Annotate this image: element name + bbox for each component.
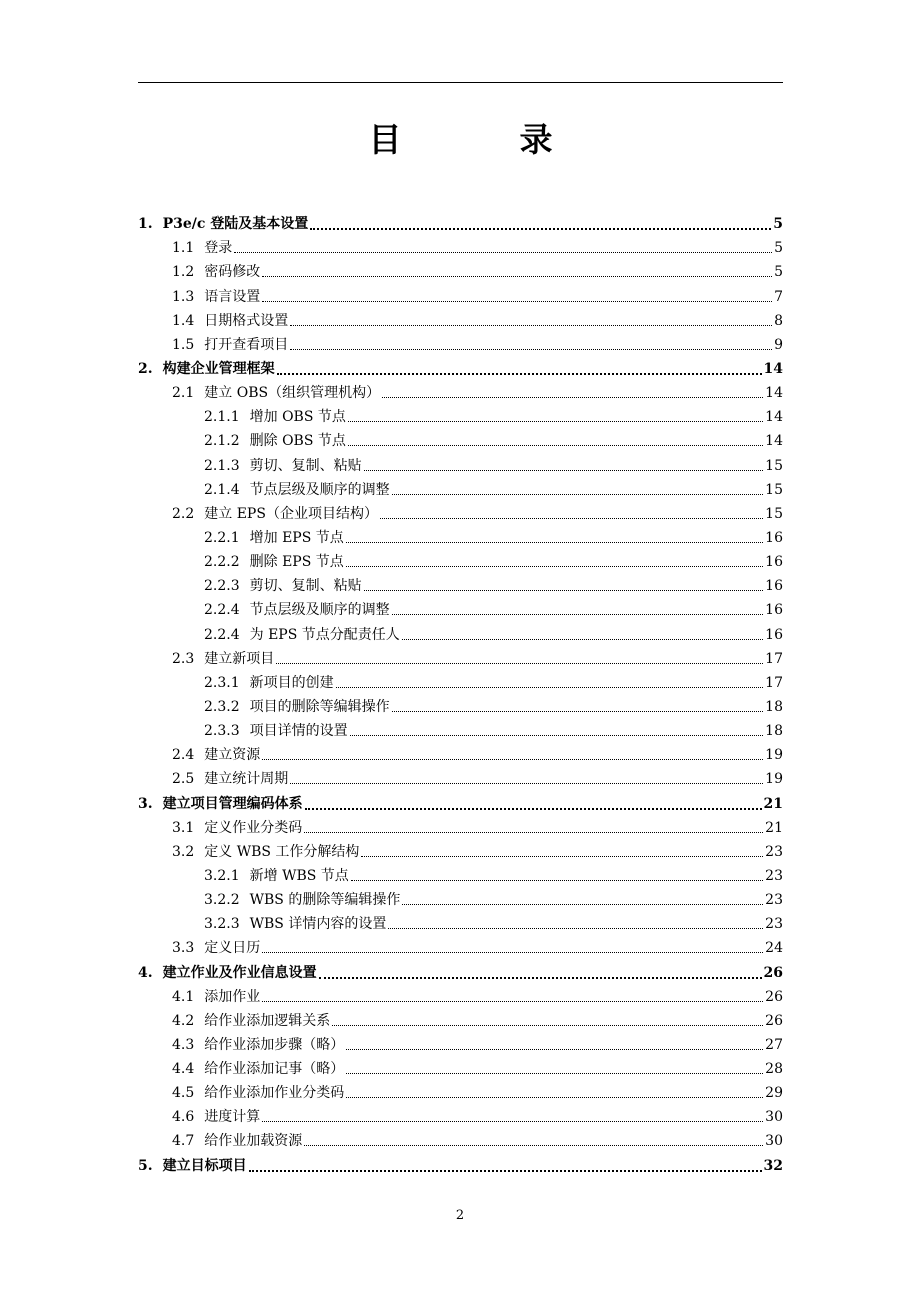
- toc-dot-leader: [290, 783, 763, 784]
- toc-dot-leader: [380, 518, 763, 519]
- toc-dot-leader: [346, 1097, 763, 1098]
- toc-entry-number: 2.2.4: [204, 602, 240, 619]
- toc-dot-leader: [305, 808, 762, 810]
- toc-entry-title: 项目的删除等编辑操作: [249, 698, 390, 715]
- toc-entry-title: 新增 WBS 节点: [249, 867, 349, 884]
- toc-entry[interactable]: [138, 1006, 783, 1030]
- header-rule: [138, 82, 783, 83]
- toc-entry-number: 3.: [138, 795, 153, 812]
- toc-dot-leader: [290, 325, 772, 326]
- page-number: 2: [455, 1208, 465, 1223]
- toc-dot-leader: [262, 276, 772, 277]
- toc-entry-page: 5: [774, 240, 783, 257]
- toc-entry-title: 建立作业及作业信息设置: [162, 964, 317, 981]
- toc-entry-page: 16: [765, 529, 783, 546]
- toc-entry-number: 4.7: [172, 1133, 195, 1150]
- toc-entry-title: 给作业添加步骤（略）: [204, 1036, 345, 1053]
- toc-dot-leader: [277, 373, 762, 375]
- toc-entry-page: 17: [765, 674, 783, 691]
- toc-entry[interactable]: [138, 1078, 783, 1102]
- toc-entry-page: 15: [765, 505, 783, 522]
- toc-entry-page: 16: [765, 554, 783, 571]
- toc-entry-page: 30: [765, 1109, 783, 1126]
- toc-entry-title: 增加 OBS 节点: [249, 409, 346, 426]
- toc-entry-page: 30: [765, 1133, 783, 1150]
- toc-dot-leader: [262, 759, 763, 760]
- toc-entry-title: WBS 的删除等编辑操作: [249, 892, 401, 909]
- toc-entry-title: P3e/c 登陆及基本设置: [162, 216, 309, 233]
- toc-entry-page: 8: [774, 312, 783, 329]
- toc-entry[interactable]: [138, 523, 783, 547]
- toc-entry-page: 14: [765, 433, 783, 450]
- toc-entry[interactable]: [138, 861, 783, 885]
- toc-dot-leader: [346, 1073, 763, 1074]
- toc-entry[interactable]: [138, 837, 783, 861]
- toc-entry-title: 进度计算: [204, 1109, 261, 1126]
- toc-dot-leader: [332, 1025, 763, 1026]
- toc-entry-page: 21: [763, 795, 783, 812]
- toc-dot-leader: [402, 639, 763, 640]
- toc-dot-leader: [364, 590, 764, 591]
- toc-dot-leader: [350, 735, 764, 736]
- toc-dot-leader: [346, 1049, 763, 1050]
- toc-entry-page: 24: [765, 940, 783, 957]
- toc-dot-leader: [262, 952, 763, 953]
- toc-entry[interactable]: [138, 764, 783, 788]
- toc-entry-title: 建立 OBS（组织管理机构）: [204, 385, 381, 402]
- toc-entry[interactable]: [138, 619, 783, 643]
- toc-entry-title: 剪切、复制、粘贴: [249, 457, 362, 474]
- toc-entry-number: 3.2.1: [204, 867, 240, 884]
- toc-entry[interactable]: [138, 644, 783, 668]
- toc-entry-title: 建立新项目: [204, 650, 275, 667]
- toc-entry-title: 删除 OBS 节点: [249, 433, 346, 450]
- toc-entry-title: 增加 EPS 节点: [249, 529, 344, 546]
- toc-entry-page: 23: [765, 892, 783, 909]
- toc-entry[interactable]: [138, 909, 783, 933]
- toc-entry-title: 构建企业管理框架: [162, 360, 275, 377]
- toc-entry-number: 5.: [138, 1157, 153, 1174]
- toc-entry-page: 5: [773, 216, 783, 233]
- toc-entry[interactable]: [138, 354, 783, 378]
- toc-entry-page: 23: [765, 867, 783, 884]
- toc-dot-leader: [392, 494, 764, 495]
- toc-entry-page: 28: [765, 1061, 783, 1078]
- toc-entry-number: 2.1.1: [204, 409, 240, 426]
- toc-entry[interactable]: [138, 450, 783, 474]
- toc-entry[interactable]: [138, 378, 783, 402]
- toc-dot-leader: [249, 1170, 762, 1172]
- toc-entry-title: 给作业添加记事（略）: [204, 1061, 345, 1078]
- toc-entry-number: 2.3: [172, 650, 195, 667]
- toc-dot-leader: [364, 470, 764, 471]
- toc-entry[interactable]: [138, 402, 783, 426]
- toc-entry-number: 2.2.4: [204, 626, 240, 643]
- toc-entry[interactable]: [138, 716, 783, 740]
- toc-dot-leader: [382, 397, 763, 398]
- toc-entry-title: 建立资源: [204, 747, 261, 764]
- toc-entry-number: 3.1: [172, 819, 195, 836]
- toc-entry-title: 日期格式设置: [204, 312, 289, 329]
- toc-entry-title: 项目详情的设置: [249, 723, 348, 740]
- toc-entry-page: 21: [765, 819, 783, 836]
- toc-entry-number: 2.3.1: [204, 674, 240, 691]
- toc-entry-title: 删除 EPS 节点: [249, 554, 344, 571]
- toc-dot-leader: [348, 445, 763, 446]
- toc-entry[interactable]: [138, 257, 783, 281]
- toc-entry-page: 26: [765, 1012, 783, 1029]
- toc-entry[interactable]: [138, 426, 783, 450]
- toc-dot-leader: [392, 711, 764, 712]
- toc-entry-number: 4.6: [172, 1109, 195, 1126]
- toc-entry-number: 1.1: [172, 240, 195, 257]
- toc-entry-number: 1.4: [172, 312, 195, 329]
- page-title: [138, 112, 783, 162]
- toc-entry-number: 1.2: [172, 264, 195, 281]
- toc-entry[interactable]: [138, 209, 783, 233]
- toc-entry-number: 2.2.1: [204, 529, 240, 546]
- toc-entry-number: 2.3.3: [204, 723, 240, 740]
- toc-entry-title: 建立项目管理编码体系: [162, 795, 303, 812]
- toc-entry-page: 32: [763, 1157, 783, 1174]
- toc-entry-page: 19: [765, 771, 783, 788]
- toc-entry-title: 节点层级及顺序的调整: [249, 602, 390, 619]
- toc-dot-leader: [388, 928, 763, 929]
- toc-entry-title: 给作业添加逻辑关系: [204, 1012, 331, 1029]
- toc-entry[interactable]: [138, 1150, 783, 1174]
- toc-entry-number: 3.2: [172, 843, 195, 860]
- toc-entry-page: 16: [765, 602, 783, 619]
- toc-entry-number: 1.3: [172, 288, 195, 305]
- toc-entry-number: 2.2.2: [204, 554, 240, 571]
- toc-entry-title: 打开查看项目: [204, 336, 289, 353]
- toc-dot-leader: [276, 663, 763, 664]
- title-char-left: 目: [368, 119, 402, 159]
- toc-entry[interactable]: [138, 668, 783, 692]
- toc-dot-leader: [346, 542, 763, 543]
- toc-entry[interactable]: [138, 306, 783, 330]
- toc-entry[interactable]: [138, 330, 783, 354]
- toc-entry[interactable]: [138, 1126, 783, 1150]
- toc-entry-title: 建立统计周期: [204, 771, 289, 788]
- toc-entry[interactable]: [138, 788, 783, 812]
- toc-entry-page: 16: [765, 578, 783, 595]
- table-of-contents: [138, 209, 783, 1175]
- toc-entry-page: 23: [765, 916, 783, 933]
- toc-entry-number: 3.2.2: [204, 892, 240, 909]
- toc-entry-page: 26: [765, 988, 783, 1005]
- toc-entry[interactable]: [138, 233, 783, 257]
- toc-dot-leader: [348, 421, 763, 422]
- toc-dot-leader: [392, 614, 764, 615]
- toc-entry[interactable]: [138, 475, 783, 499]
- toc-entry-page: 18: [765, 698, 783, 715]
- toc-entry-number: 3.2.3: [204, 916, 240, 933]
- toc-dot-leader: [304, 832, 763, 833]
- toc-entry-number: 4.1: [172, 988, 195, 1005]
- toc-entry-title: 语言设置: [204, 288, 261, 305]
- toc-entry-number: 2.4: [172, 747, 195, 764]
- toc-entry-number: 1.5: [172, 336, 195, 353]
- toc-entry-number: 4.5: [172, 1085, 195, 1102]
- toc-entry-title: 节点层级及顺序的调整: [249, 481, 390, 498]
- toc-entry[interactable]: [138, 1054, 783, 1078]
- toc-entry-page: 16: [765, 626, 783, 643]
- toc-entry-title: 登录: [204, 240, 233, 257]
- toc-entry[interactable]: [138, 499, 783, 523]
- toc-entry-page: 7: [774, 288, 783, 305]
- toc-entry-title: 定义日历: [204, 940, 261, 957]
- toc-entry-title: WBS 详情内容的设置: [249, 916, 387, 933]
- toc-entry-number: 1.: [138, 216, 153, 233]
- toc-entry-number: 2.3.2: [204, 698, 240, 715]
- toc-entry[interactable]: [138, 1102, 783, 1126]
- toc-entry-title: 定义 WBS 工作分解结构: [204, 843, 360, 860]
- toc-entry[interactable]: [138, 957, 783, 981]
- toc-entry[interactable]: [138, 281, 783, 305]
- toc-entry[interactable]: [138, 933, 783, 957]
- toc-entry-page: 15: [765, 481, 783, 498]
- toc-entry-page: 14: [763, 360, 783, 377]
- toc-entry-title: 建立 EPS（企业项目结构）: [204, 505, 378, 522]
- toc-entry[interactable]: [138, 1030, 783, 1054]
- toc-dot-leader: [234, 252, 772, 253]
- toc-dot-leader: [361, 856, 763, 857]
- toc-entry[interactable]: [138, 740, 783, 764]
- toc-entry-title: 给作业加载资源: [204, 1133, 303, 1150]
- toc-dot-leader: [402, 904, 763, 905]
- toc-dot-leader: [262, 1121, 763, 1122]
- toc-entry-page: 26: [763, 964, 783, 981]
- toc-entry-number: 2.1.3: [204, 457, 240, 474]
- toc-entry-number: 2.1.2: [204, 433, 240, 450]
- toc-entry-page: 27: [765, 1036, 783, 1053]
- toc-dot-leader: [346, 566, 763, 567]
- toc-entry-page: 9: [774, 336, 783, 353]
- toc-entry-title: 剪切、复制、粘贴: [249, 578, 362, 595]
- toc-entry-page: 15: [765, 457, 783, 474]
- toc-entry-page: 17: [765, 650, 783, 667]
- toc-entry[interactable]: [138, 571, 783, 595]
- toc-entry[interactable]: [138, 595, 783, 619]
- toc-entry-number: 2.2: [172, 505, 195, 522]
- toc-entry-page: 18: [765, 723, 783, 740]
- toc-dot-leader: [336, 687, 764, 688]
- toc-dot-leader: [262, 301, 772, 302]
- toc-entry-number: 4.2: [172, 1012, 195, 1029]
- toc-entry-number: 2.: [138, 360, 153, 377]
- toc-entry-title: 建立目标项目: [162, 1157, 247, 1174]
- toc-entry[interactable]: [138, 982, 783, 1006]
- toc-entry-number: 2.5: [172, 771, 195, 788]
- toc-entry-page: 29: [765, 1085, 783, 1102]
- toc-entry[interactable]: [138, 547, 783, 571]
- toc-entry-title: 为 EPS 节点分配责任人: [249, 626, 400, 643]
- toc-entry-number: 2.1: [172, 385, 195, 402]
- toc-entry-page: 5: [774, 264, 783, 281]
- toc-entry[interactable]: [138, 813, 783, 837]
- toc-entry[interactable]: [138, 885, 783, 909]
- toc-entry-title: 密码修改: [204, 264, 261, 281]
- title-char-right: 录: [519, 119, 553, 159]
- toc-entry-number: 3.3: [172, 940, 195, 957]
- toc-dot-leader: [262, 1001, 763, 1002]
- toc-entry-page: 14: [765, 385, 783, 402]
- toc-entry-number: 4.: [138, 964, 153, 981]
- toc-entry-number: 2.1.4: [204, 481, 240, 498]
- toc-dot-leader: [290, 349, 772, 350]
- toc-entry-page: 23: [765, 843, 783, 860]
- toc-entry-title: 添加作业: [204, 988, 261, 1005]
- toc-dot-leader: [319, 977, 762, 979]
- toc-dot-leader: [351, 880, 763, 881]
- toc-entry-number: 4.3: [172, 1036, 195, 1053]
- toc-entry-number: 4.4: [172, 1061, 195, 1078]
- toc-entry-title: 新项目的创建: [249, 674, 334, 691]
- toc-entry-page: 19: [765, 747, 783, 764]
- toc-entry-number: 2.2.3: [204, 578, 240, 595]
- toc-entry-title: 给作业添加作业分类码: [204, 1085, 345, 1102]
- toc-dot-leader: [304, 1145, 763, 1146]
- toc-entry[interactable]: [138, 692, 783, 716]
- toc-entry-title: 定义作业分类码: [204, 819, 303, 836]
- toc-dot-leader: [310, 228, 771, 230]
- toc-entry-page: 14: [765, 409, 783, 426]
